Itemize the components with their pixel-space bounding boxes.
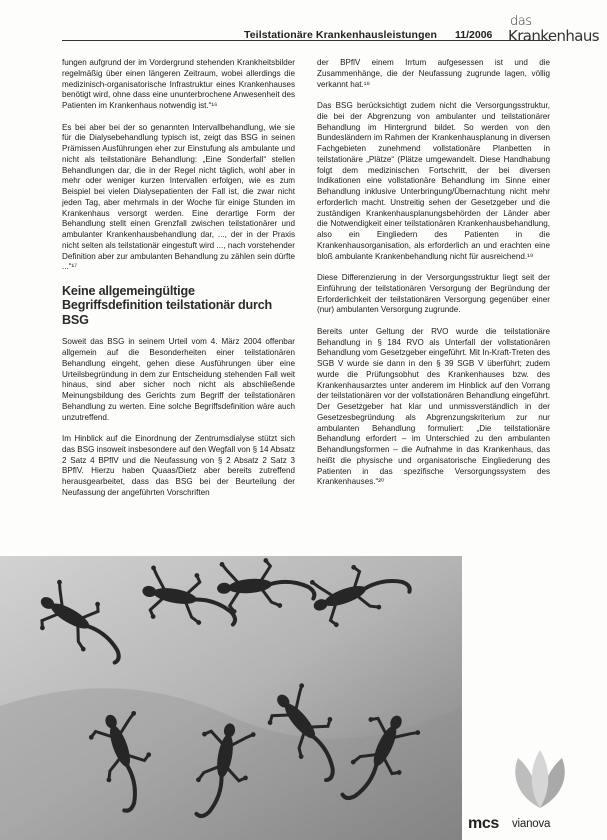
- logo-line-1: das: [510, 14, 532, 29]
- paragraph: Diese Differenzierung in der Versorgungsstruktur liegt seit der Einführung der teilstationären Versorgung der Begründung der Erforderlichkeit der teilstationären Versorgung gegenüber einer (nur) ambulanten Versorgung zugrunde.: [317, 273, 550, 315]
- gecko-silhouettes: [0, 556, 462, 840]
- paragraph: Es bei aber bei der so genannten Intervallbehandlung, wie sie für die Dialysebehandlung typisch ist, zeigt das BSG in seinen Prämissen Ausführungen eher zur Einstufung als ambulante und nicht als teilstationäre Behandlung: „Eine Sonderfall“ stellen Behandlungen dar, die in der Regel nicht täglich, wohl aber in mehr oder weniger kurzen Intervallen erfolgen, wie es zum Beispiel bei vielen Dialysepatienten der Fall ist, die zwar nicht jeden Tag, aber mehrmals in der Woche für einige Stunden im Krankenhaus versorgt werden. Eine derartige Form der Behandlung stellt einen Grenzfall zwischen teilstationärer und ambulanter Krankenhausbehandlung dar, ..., der in der Praxis nicht selten als teilstationär eingestuft wird ..., nach vorstehender Definition aber zur ambulanten Behandlung zu zählen sein dürfte ...“¹⁷: [62, 122, 295, 272]
- logo-line-2: Krankenhaus: [508, 27, 600, 45]
- gecko-photo: [0, 556, 462, 840]
- issue-number: 11/2006: [455, 29, 493, 41]
- paragraph: Bereits unter Geltung der RVO wurde die teilstationäre Behandlung in § 184 RVO als Unterfall der vollstationären Behandlung vom Gesetzgeber eingeführt. Mit In-Kraft-Treten des SGB V wurde sie dann in den § 39 SGB V überführt; zudem wurde die Prüfungsobhut des Krankenhauses bzw. des Krankenhausarztes unter anderem im Hinblick auf den Vorrang der teilstationären vor der vollstationären Behandlung eingeführt. Der Gesetzgeber hat klar und unmissverständlich in der Gesetzesbegründung als Abgrenzungskriterium zur nur ambulanten Behandlung formuliert: „Die teilstationäre Behandlung erfordert – im Unterschied zu den ambulanten Behandlungsformen – die Aufnahme in das Krankenhaus, das heißt die physische und organisatorische Eingliederung des Patienten in das spezifische Versorgungssystem des Krankenhauses.“²⁰: [317, 326, 550, 487]
- right-column: [317, 58, 550, 499]
- journal-logo: [508, 14, 604, 48]
- paragraph: Im Hinblick auf die Einordnung der Zentrumsdialyse stützt sich das BSG insoweit insbesondere auf den Wegfall von § 14 Absatz 2 Satz 4 BPflV und die Neufassung von § 2 Absatz 2 Satz 3 BPflV. Hierzu haben Quaas/Dietz aber bereits zutreffend herausgearbeitet, dass das BSG bei der Beurteilung der Neufassung der angeführten Vorschriften: [62, 434, 295, 497]
- vianova-flower-logo: [500, 748, 580, 814]
- section-title: Teilstationäre Krankenhausleistungen: [244, 29, 438, 41]
- brand-name: vianova: [512, 818, 551, 830]
- left-column: [62, 58, 295, 509]
- subheading: Keine allgemeingültige Begriffsdefinition teilstationär durch BSG: [62, 283, 273, 327]
- paragraph: fungen aufgrund der im Vordergrund stehenden Krankheitsbilder regelmäßig über einen längeren Zeitraum, wobei allerdings die medizinisch-organisatorische Infrastruktur eines Krankenhauses benötigt wird, ohne dass eine ununterbrochene Anwesenheit des Patienten im Krankenhaus notwendig ist.“¹⁶: [62, 58, 295, 110]
- brand-mark: mcs: [468, 815, 499, 832]
- paragraph: Soweit das BSG in seinem Urteil vom 4. März 2004 offenbar allgemein auf die Besonderheiten einer teilstationären Behandlung eingeht, gehen diese Ausführungen über eine Urteilsbegründung in dem zur Entscheidung stehenden Fall weit hinaus, sind aber sicher noch nicht als abschließende Meinungsbildung des Gerichts zum Begriff der teilstationären Behandlung zu werten. Eine solche Begriffsdefinition wäre auch unzutreffend.: [62, 337, 295, 422]
- paragraph: Das BSG berücksichtigt zudem nicht die Versorgungsstruktur, die bei der Abgrenzung von ambulanter und teilstationärer Behandlung im Hintergrund bildet. So werden von den Bundesländern im Rahmen der Krankenhausplanung in diversen Fachgebieten zunehmend vollstationäre Planbetten in teilstationäre „Plätze“ (Plätze umgewandelt. Diese Handhabung folgt dem medizinischen Fortschritt, der bei diversen Indikationen eine vollstationäre Behandlung im Sinne einer Behandlung inklusive Unterbringung/Übernachtung nicht mehr erforderlich macht. Unstreitig sehen der Gesetzgeber und die zuständigen Krankenhausplanungsbehörden der Länder aber die Notwendigkeit einer teilstationären Krankenhausbehandlung, also ein Eingliedern des Patienten in die Krankenhausorganisation, als erforderlich an und erachten eine bloß ambulante Krankenbehandlung nicht für ausreichend.¹⁹: [317, 101, 550, 261]
- paragraph: der BPflV einem Irrtum aufgesessen ist und die Zusammenhänge, die der Neufassung zugrunde lagen, völlig verkannt hat.¹⁸: [317, 58, 550, 89]
